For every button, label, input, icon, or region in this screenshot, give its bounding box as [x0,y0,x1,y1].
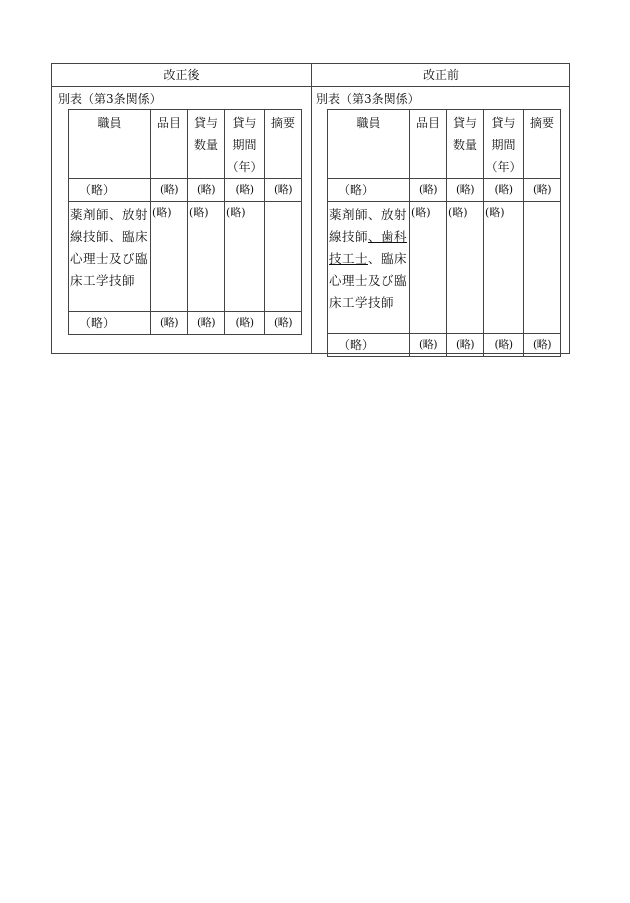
period-cell: (略) [484,202,524,334]
col-qty [188,110,225,179]
note-cell [524,202,561,334]
table-row [69,179,302,202]
col-period [225,110,265,179]
ryaku-cell: (略) [188,312,225,335]
table-row [69,312,302,335]
table-row [69,202,302,312]
job-line [329,248,409,270]
job-line: 心理士及び臨 [70,251,149,266]
table-row [328,334,561,357]
ryaku-cell: (略) [225,179,265,202]
table-row [328,202,561,334]
job-line [329,226,409,248]
ryaku-cell: (略) [225,312,265,335]
job-line: 心理士及び臨 [329,273,408,288]
col-job: 職員 [328,110,410,179]
col-period-line3: （年） [485,160,522,174]
item-cell: (略) [151,202,188,312]
col-item: 品目 [410,110,447,179]
caption-after: 別表（第3条関係） [58,92,162,106]
ryaku-cell: (略) [188,179,225,202]
job-cell [69,202,151,312]
header-before: 改正前 [422,68,459,82]
col-qty-line2: 数量 [193,138,218,152]
ryaku-cell: (略) [265,179,302,202]
job-text-plain: 線技師 [329,229,369,244]
job-line: 床工学技師 [70,273,136,288]
job-line: 薬剤師、放射 [70,207,149,222]
ryaku-cell: (略) [524,334,561,357]
col-period-line1: 貸与 [491,116,516,130]
ryaku-cell: (略) [265,312,302,335]
ryaku-cell: （略） [69,179,151,202]
ryaku-cell: （略） [328,179,410,202]
ryaku-cell: (略) [410,334,447,357]
caption-before: 別表（第3条関係） [316,92,420,106]
job-line: 薬剤師、放射 [329,207,408,222]
col-note: 摘要 [524,110,561,179]
col-period-line2: 期間 [491,138,516,152]
ryaku-cell: (略) [447,334,484,357]
item-cell: (略) [410,202,447,334]
col-item: 品目 [151,110,188,179]
col-qty-line2: 数量 [452,138,477,152]
header-after: 改正後 [163,68,200,82]
ryaku-cell: (略) [484,334,524,357]
ryaku-cell: （略） [69,312,151,335]
job-text-underlined: 、歯科 [368,229,408,244]
period-cell: (略) [225,202,265,312]
column-divider [311,64,312,353]
col-note: 摘要 [265,110,302,179]
col-period-line3: （年） [226,160,263,174]
ryaku-cell: (略) [151,312,188,335]
table-row [328,179,561,202]
ryaku-cell: (略) [410,179,447,202]
table-after [68,109,302,335]
qty-cell: (略) [188,202,225,312]
ryaku-cell: (略) [484,179,524,202]
col-qty-line1: 貸与 [452,116,477,130]
col-period [484,110,524,179]
header-row [52,64,569,87]
job-line: 床工学技師 [329,295,395,310]
table-before [327,109,561,357]
comparison-table [51,63,570,354]
note-cell [265,202,302,312]
job-line: 線技師、臨床 [70,229,149,244]
ryaku-cell: （略） [328,334,410,357]
job-text-underlined: 技工士 [329,251,369,266]
qty-cell: (略) [447,202,484,334]
ryaku-cell: (略) [524,179,561,202]
ryaku-cell: (略) [447,179,484,202]
job-text-plain: 、臨床 [368,251,408,266]
job-cell [328,202,410,334]
ryaku-cell: (略) [151,179,188,202]
col-job: 職員 [69,110,151,179]
table-header-row [328,110,561,179]
col-period-line1: 貸与 [232,116,257,130]
col-qty-line1: 貸与 [193,116,218,130]
table-header-row [69,110,302,179]
col-period-line2: 期間 [232,138,257,152]
col-qty [447,110,484,179]
